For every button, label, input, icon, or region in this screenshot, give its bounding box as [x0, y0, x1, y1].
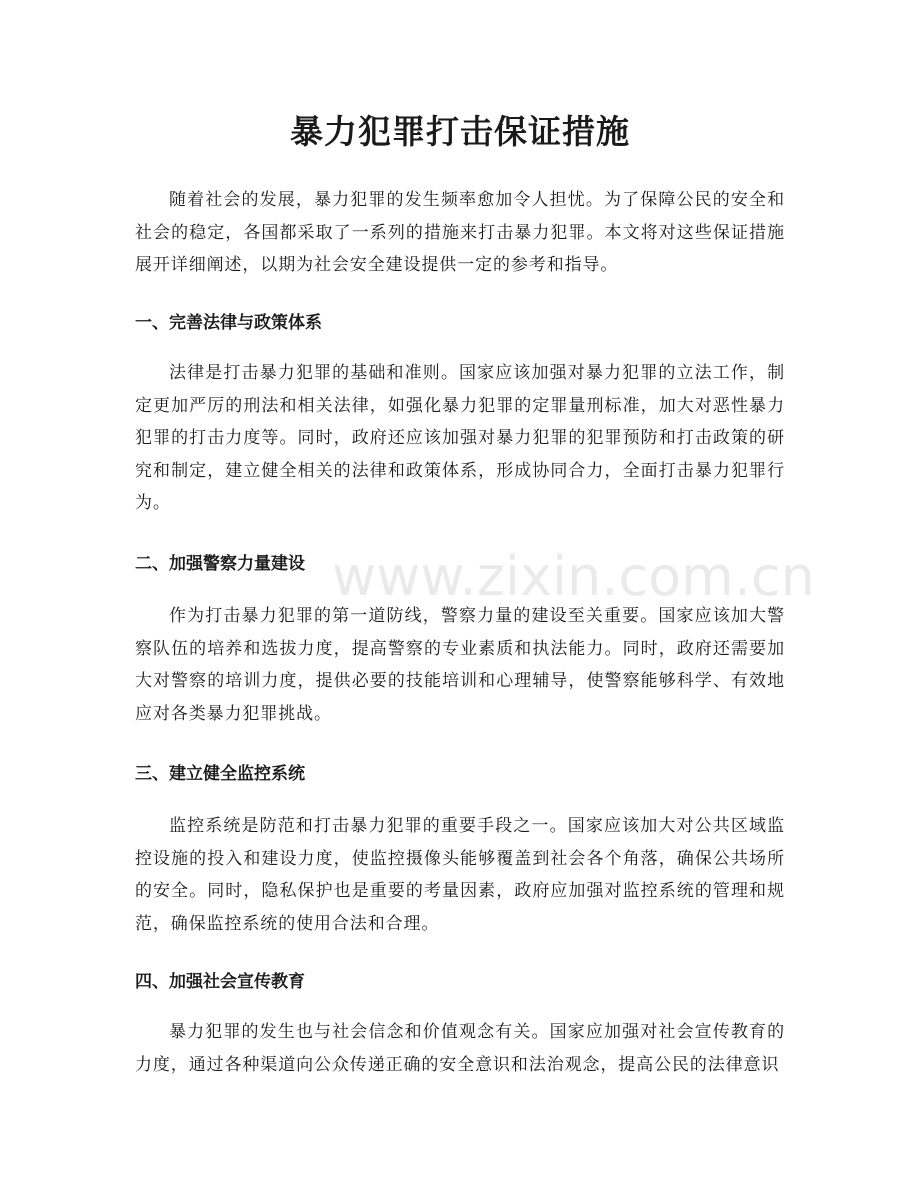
- section-heading-4: 四、加强社会宣传教育: [135, 972, 305, 992]
- section-paragraph-1: 法律是打击暴力犯罪的基础和准则。国家应该加强对暴力犯罪的立法工作，制定更加严厉的刑法和相关法律，如强化暴力犯罪的定罪量刑标准，加大对恶性暴力犯罪的打击力度等。同时，政府还应该加强对暴力犯罪的犯罪预防和打击政策的研究和制定，建立健全相关的法律和政策体系，形成协同合力，全面打击暴力犯罪行为。: [135, 363, 785, 514]
- section-heading-2: 二、加强警察力量建设: [135, 554, 305, 574]
- intro-paragraph: 随着社会的发展，暴力犯罪的发生频率愈加令人担忧。为了保障公民的安全和社会的稳定，各国都采取了一系列的措施来打击暴力犯罪。本文将对这些保证措施展开详细阐述，以期为社会安全建设提供一定的参考和指导。: [135, 190, 785, 276]
- section-heading-1: 一、完善法律与政策体系: [135, 313, 322, 333]
- section-paragraph-3: 监控系统是防范和打击暴力犯罪的重要手段之一。国家应该加大对公共区域监控设施的投入和建设力度，使监控摄像头能够覆盖到社会各个角落，确保公共场所的安全。同时，隐私保护也是重要的考量因素，政府应加强对监控系统的管理和规范，确保监控系统的使用合法和合理。: [135, 816, 785, 934]
- page-title: 暴力犯罪打击保证措施: [290, 112, 630, 151]
- section-paragraph-2: 作为打击暴力犯罪的第一道防线，警察力量的建设至关重要。国家应该加大警察队伍的培养和选拔力度，提高警察的专业素质和执法能力。同时，政府还需要加大对警察的培训力度，提供必要的技能培训和心理辅导，使警察能够科学、有效地应对各类暴力犯罪挑战。: [135, 606, 785, 724]
- section-paragraph-4: 暴力犯罪的发生也与社会信念和价值观念有关。国家应加强对社会宣传教育的力度，通过各种渠道向公众传递正确的安全意识和法治观念，提高公民的法律意识: [135, 1022, 785, 1075]
- section-heading-3: 三、建立健全监控系统: [135, 764, 305, 784]
- watermark: www.zixin.com.cn: [332, 545, 815, 608]
